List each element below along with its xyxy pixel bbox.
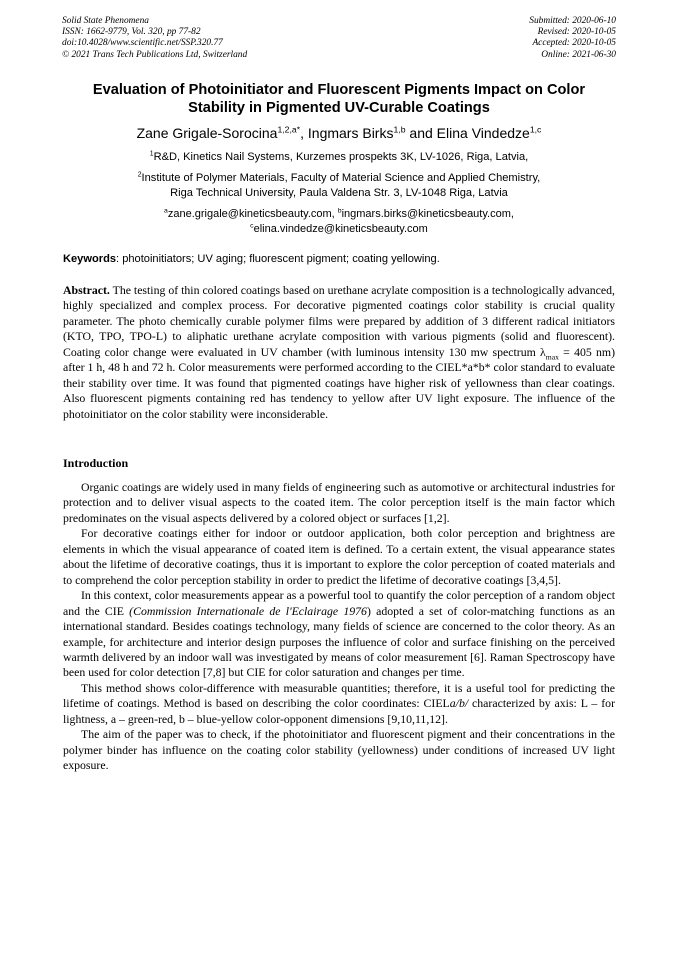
abstract-subscript: max <box>545 352 559 362</box>
affiliation-marker: 1 <box>149 150 154 158</box>
introduction-body <box>63 480 615 774</box>
abstract <box>63 283 615 422</box>
paragraph <box>63 681 615 727</box>
keywords-text: : photoinitiators; UV aging; fluorescent pigment; coating yellowing. <box>116 253 440 265</box>
affiliation-2 <box>40 171 638 201</box>
date-online: Online: 2021-06-30 <box>541 49 616 60</box>
affiliation-text: Riga Technical University, Paula Valdena Str. 3, LV-1048 Riga, Latvia <box>170 187 508 200</box>
affiliation-1 <box>40 150 638 165</box>
keywords <box>63 252 615 266</box>
email-link[interactable]: ingmars.birks@kineticsbeauty.com, <box>341 208 514 220</box>
email-marker: a <box>164 207 168 215</box>
affiliation-text: Institute of Polymer Materials, Faculty of Material Science and Applied Chemistry, <box>141 172 541 184</box>
keywords-label: Keywords <box>63 253 117 265</box>
affiliation-marker: 2 <box>137 171 142 179</box>
author-list <box>40 125 638 141</box>
journal-doi: doi:10.4028/www.scientific.net/SSP.320.77 <box>62 38 223 49</box>
paragraph-italic-text: (Commission Internationale de l'Eclairage 1976 <box>129 603 367 618</box>
author-name: Ingmars Birks <box>307 125 394 141</box>
email-link[interactable]: elina.vindedze@kineticsbeauty.com <box>253 222 428 235</box>
author-affiliation-marker: 1,c <box>529 124 542 135</box>
email-marker: c <box>250 221 254 229</box>
paragraph: For decorative coatings either for indoor or outdoor application, both color perception and brightness are elements in which the visual appearance of coated item is defined. To a certain extent, the visual appearance states about the lifetime of decorative coatings, thus it is important to explore the color perception of coated materials and to comprehend the color perception stability in order to predict the lifetime of decorative coatings [3,4,5]. <box>63 526 615 587</box>
paragraph-text: ) adopted a set of color-matching functions as an international standard. Besides coatings technology, many fields of science are concerned to the color theory. As an example, for architecture and interior design purposes the influence of color and surface finishing on the perceived warmth delivered by an indoor wall was investigated by means of color measurement [6]. Raman Spectroscopy have been used for color detection [7,8] but CIE for color saturation and changes per time. <box>63 603 616 680</box>
paper-title-line-1: Evaluation of Photoinitiator and Fluorescent Pigments Impact on Color <box>92 82 586 98</box>
author-affiliation-marker: 1,b <box>393 124 406 135</box>
affiliation-text: R&D, Kinetics Nail Systems, Kurzemes prospekts 3K, LV-1026, Riga, Latvia, <box>153 151 529 163</box>
date-revised: Revised: 2020-10-05 <box>537 27 616 38</box>
author-affiliation-marker: 1,2,a* <box>277 124 301 135</box>
email-link[interactable]: zane.grigale@kineticsbeauty.com, <box>167 208 338 220</box>
abstract-text: The testing of thin colored coatings based on urethane acrylate composition is a technologically advanced, highly specialized and complex process. For decorative pigmented coatings color stability is crucial quality parameter. The photo chemically curable polymer films were prepared by addition of 3 different radical initiators (KTO, TPO, TPO-L) to aliphatic urethane acrylate composition with various pigments (solid and fluorescent). Coating color change were evaluated in UV chamber (with luminous intensity 130 mw spectrum λ <box>63 283 615 359</box>
paragraph-text: This method shows color-difference with measurable quantities; therefore, it is a useful tool for predicting the lifetime of coatings. Method is based on describing the color coordinates: CIEL <box>63 680 615 711</box>
paragraph <box>63 588 615 681</box>
paragraph-italic-text: a/b/ <box>449 696 469 711</box>
email-marker: b <box>337 207 342 215</box>
paragraph: Organic coatings are widely used in many fields of engineering such as automotive or architectural industries for protection and to deliver visual aspects to the coated item. The color perception itself is the main factor which predominates on the visual aspects delivered by a colored object or surfaces [1,2]. <box>63 480 615 525</box>
journal-name: Solid State Phenomena <box>62 16 149 26</box>
publication-dates <box>529 16 616 61</box>
abstract-text: = 405 nm) after 1 h, 48 h and 72 h. Color measurements were performed according to the CIEL*a*b* color standard to evaluate their stability over time. It was found that pigmented coatings have higher risk of yellowness than clear coatings. Also fluorescent pigments containing red has tendency to yellow after UV light exposure. The influence of the photoinitiator on the color stability were inconsiderable. <box>63 344 615 421</box>
journal-header <box>62 16 247 61</box>
section-heading-introduction: Introduction <box>63 456 129 470</box>
author-name: Elina Vindedze <box>436 125 530 141</box>
date-submitted: Submitted: 2020-06-10 <box>529 16 616 26</box>
author-name: Zane Grigale-Sorocina <box>136 125 278 141</box>
journal-issn: ISSN: 1662-9779, Vol. 320, pp 77-82 <box>62 27 201 38</box>
paper-title-line-2: Stability in Pigmented UV-Curable Coatings <box>188 99 490 116</box>
author-emails <box>40 207 638 236</box>
paragraph-text: In this context, color measurements appear as a powerful tool to quantify the color perception of a random object and the CIE <box>63 588 615 618</box>
date-accepted: Accepted: 2020-10-05 <box>532 38 616 49</box>
abstract-label: Abstract. <box>63 283 110 297</box>
paragraph: The aim of the paper was to check, if the photoinitiator and fluorescent pigment and their concentrations in the polymer binder has influence on the coating color stability (yellowness) under conditions of increased UV light exposure. <box>63 727 615 773</box>
journal-copyright: © 2021 Trans Tech Publications Ltd, Switzerland <box>62 49 248 60</box>
author-separator: and <box>405 125 437 141</box>
paper-title <box>50 82 628 117</box>
author-separator: , <box>300 125 308 141</box>
paragraph-text: characterized by axis: L – for lightness, a – green-red, b – blue-yellow color-opponent dimensions [9,10,11,12]. <box>63 696 615 726</box>
